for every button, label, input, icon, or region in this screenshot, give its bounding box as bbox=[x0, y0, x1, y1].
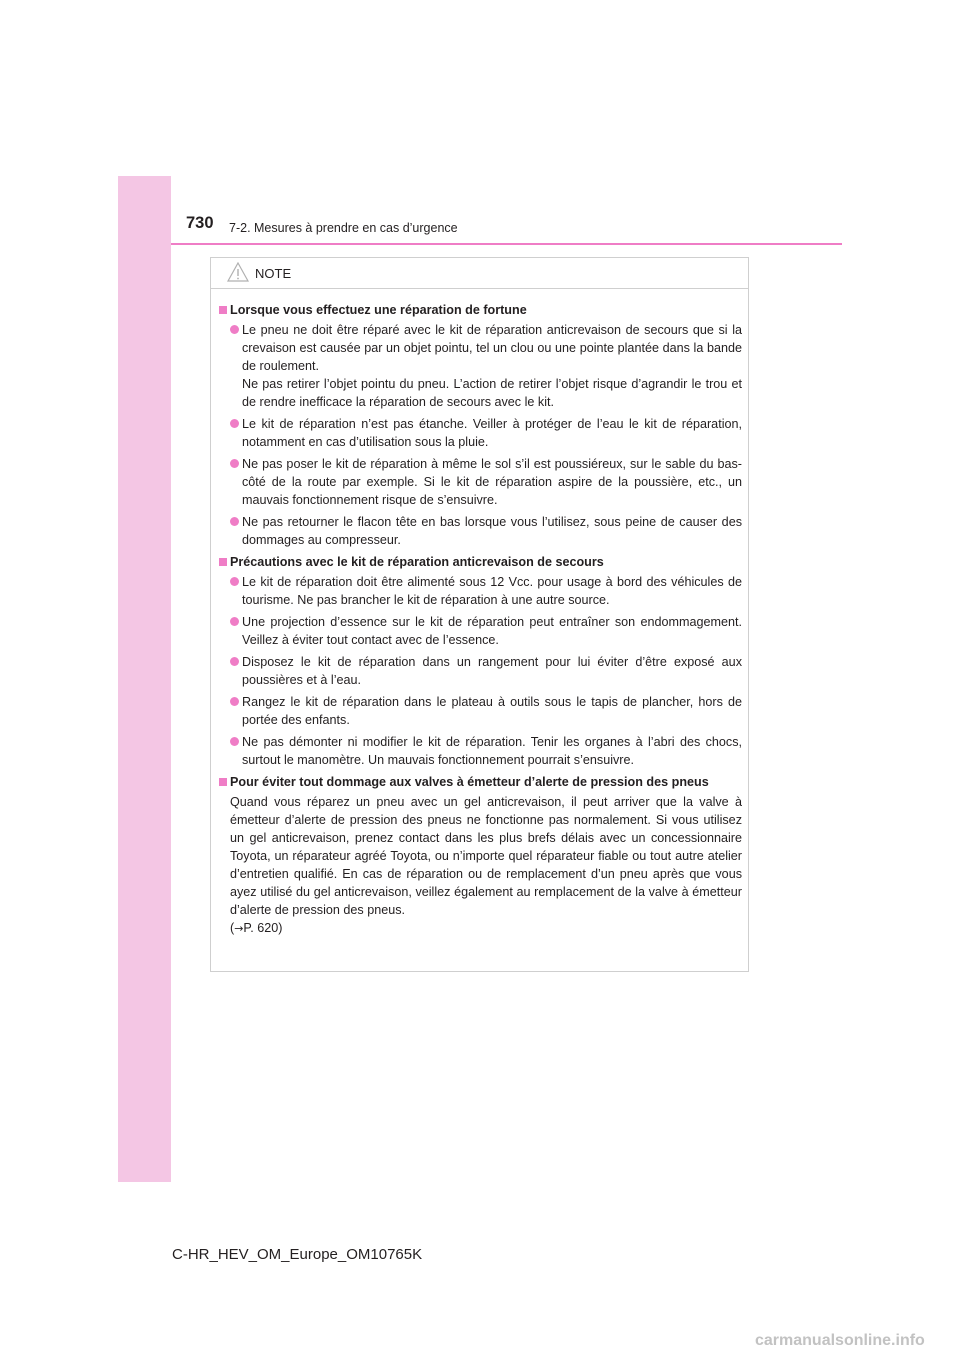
item-text: Rangez le kit de réparation dans le plateau à outils sous le tapis de plancher, hors de portée des enfants. bbox=[242, 695, 742, 727]
item-text: Ne pas poser le kit de réparation à même le sol s’il est poussiéreux, sur le sable du bas-côté de la route par exemple. Si le kit de réparation aspire de la poussière, etc., un mauvais fonctionnement risque de s’ensuivre. bbox=[242, 457, 742, 507]
topic-heading bbox=[218, 773, 742, 791]
item-text: Ne pas retirer l’objet pointu du pneu. L’action de retirer l’objet risque d’agrandir le trou et de rendre inefficace la réparation de secours avec le kit. bbox=[242, 377, 742, 409]
footer-doc-id: C-HR_HEV_OM_Europe_OM10765K bbox=[172, 1246, 423, 1263]
watermark: carmanualsonline.info bbox=[755, 1332, 925, 1349]
list-item bbox=[218, 573, 742, 609]
topic-title: Pour éviter tout dommage aux valves à émetteur d’alerte de pression des pneus bbox=[230, 775, 709, 789]
note-box bbox=[210, 257, 749, 972]
round-bullet-icon bbox=[230, 325, 239, 334]
list-item bbox=[218, 321, 742, 411]
round-bullet-icon bbox=[230, 577, 239, 586]
note-header bbox=[211, 258, 748, 289]
round-bullet-icon bbox=[230, 737, 239, 746]
topic-title: Précautions avec le kit de réparation anticrevaison de secours bbox=[230, 555, 604, 569]
item-text: Ne pas démonter ni modifier le kit de réparation. Tenir les organes à l’abri des chocs, surtout le manomètre. Un mauvais fonctionnement pourrait s’ensuivre. bbox=[242, 735, 742, 767]
topic-heading bbox=[218, 301, 742, 319]
square-bullet-icon bbox=[219, 558, 227, 566]
round-bullet-icon bbox=[230, 697, 239, 706]
square-bullet-icon bbox=[219, 778, 227, 786]
round-bullet-icon bbox=[230, 517, 239, 526]
list-item bbox=[218, 613, 742, 649]
square-bullet-icon bbox=[219, 306, 227, 314]
topic-paragraph bbox=[218, 793, 742, 938]
header-rule bbox=[171, 243, 842, 245]
round-bullet-icon bbox=[230, 459, 239, 468]
list-item bbox=[218, 415, 742, 451]
round-bullet-icon bbox=[230, 419, 239, 428]
list-item bbox=[218, 653, 742, 689]
round-bullet-icon bbox=[230, 617, 239, 626]
page-number: 730 bbox=[186, 214, 214, 232]
topic-title: Lorsque vous effectuez une réparation de fortune bbox=[230, 303, 527, 317]
list-item bbox=[218, 733, 742, 769]
item-text: Une projection d’essence sur le kit de réparation peut entraîner son endommagement. Veillez à éviter tout contact avec de l’essence. bbox=[242, 615, 742, 647]
item-text: Le kit de réparation n’est pas étanche. Veiller à protéger de l’eau le kit de réparation, notamment en cas d’utilisation sous la pluie. bbox=[242, 417, 742, 449]
topic-heading bbox=[218, 553, 742, 571]
arrow-right-icon: → bbox=[234, 922, 244, 935]
list-item bbox=[218, 455, 742, 509]
section-title: 7-2. Mesures à prendre en cas d’urgence bbox=[229, 221, 458, 235]
list-item bbox=[218, 693, 742, 729]
note-body bbox=[211, 289, 748, 938]
list-item bbox=[218, 513, 742, 549]
paragraph-text: Quand vous réparez un pneu avec un gel anticrevaison, il peut arriver que la valve à émetteur d’alerte de pression des pneus ne fonctionne pas normalement. Si vous utilisez un gel anticrevaison, prenez contact dans les plus brefs délais avec un concessionnaire Toyota, un réparateur agréé Toyota, ou n’importe quel réparateur fiable ou tout autre atelier d’entretien qualifié. En cas de réparation ou de remplacement d’un pneu après que vous ayez utilisé du gel anticrevaison, veillez également au remplacement de la valve à émetteur d’alerte de pression des pneus. bbox=[230, 795, 742, 917]
note-label: NOTE bbox=[255, 266, 292, 281]
item-text: Ne pas retourner le flacon tête en bas lorsque vous l’utilisez, sous peine de causer des dommages au compresseur. bbox=[242, 515, 742, 547]
warning-triangle-icon bbox=[227, 262, 249, 282]
page-reference: (→P. 620) bbox=[230, 921, 283, 935]
item-text: Le kit de réparation doit être alimenté sous 12 Vcc. pour usage à bord des véhicules de tourisme. Ne pas brancher le kit de réparation à une autre source. bbox=[242, 575, 742, 607]
chapter-side-strip bbox=[118, 176, 171, 1182]
item-text: Le pneu ne doit être réparé avec le kit de réparation anticrevaison de secours que si la crevaison est causée par un objet pointu, tel un clou ou une pointe plantée dans la bande de roulement. bbox=[242, 323, 742, 373]
item-text: Disposez le kit de réparation dans un rangement pour lui éviter d’être exposé aux poussières et à l’eau. bbox=[242, 655, 742, 687]
round-bullet-icon bbox=[230, 657, 239, 666]
